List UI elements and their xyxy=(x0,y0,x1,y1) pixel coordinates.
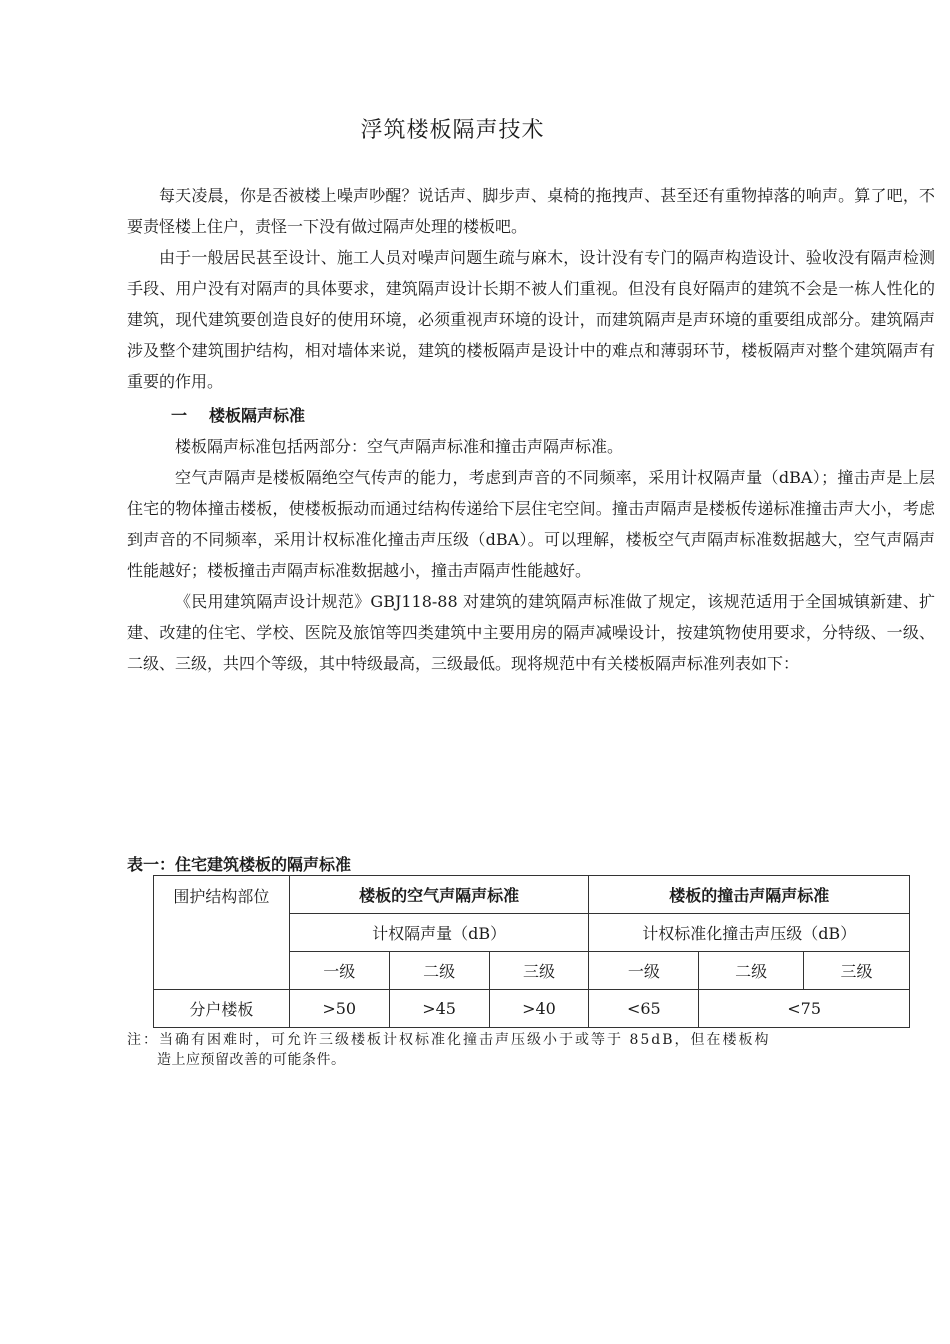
air-sound-header: 楼板的空气声隔声标准 xyxy=(289,876,589,914)
table-header-row xyxy=(154,876,910,914)
table-corner-cell: 围护结构部位 xyxy=(154,876,290,990)
table-note xyxy=(127,1030,937,1070)
paragraph-definitions: 空气声隔声是楼板隔绝空气传声的能力，考虑到声音的不同频率，采用计权隔声量（dBA）；撞击声是上层住宅的物体撞击楼板，使楼板振动而通过结构传递给下层住宅空间。撞击声隔声是楼板传递标准撞击声大小，考虑到声音的不同频率，采用计权标准化撞击声压级（dBA）。可以理解，楼板空气声隔声标准数据越大，空气声隔声性能越好；楼板撞击声隔声标准数据越小，撞击声隔声性能越好。 xyxy=(127,468,935,580)
note-line-2: 造上应预留改善的可能条件。 xyxy=(157,1052,346,1068)
air-value-cell: >40 xyxy=(489,990,589,1028)
paragraph-background: 由于一般居民甚至设计、施工人员对噪声问题生疏与麻木，设计没有专门的隔声构造设计、验收没有隔声检测手段、用户没有对隔声的具体要求，建筑隔声设计长期不被人们重视。但没有良好隔声的建筑不会是一栋人性化的建筑，现代建筑要创造良好的使用环境，必须重视声环境的设计，而建筑隔声是声环境的重要组成部分。建筑隔声涉及整个建筑围护结构，相对墙体来说，建筑的楼板隔声是设计中的难点和薄弱环节，楼板隔声对整个建筑隔声有重要的作用。 xyxy=(127,248,935,391)
impact-metric-cell: 计权标准化撞击声压级（dB） xyxy=(589,914,910,952)
body-text xyxy=(127,180,935,679)
note-line-1: 注：当确有困难时，可允许三级楼板计权标准化撞击声压级小于或等于 85dB，但在楼板构 xyxy=(127,1032,771,1048)
impact-value-cell: <65 xyxy=(589,990,699,1028)
grade-cell: 三级 xyxy=(804,952,910,990)
sound-insulation-table xyxy=(153,875,910,1028)
grade-cell: 一级 xyxy=(289,952,389,990)
grade-cell: 二级 xyxy=(699,952,804,990)
grade-cell: 三级 xyxy=(489,952,589,990)
paragraph-intro: 每天凌晨，你是否被楼上噪声吵醒？说话声、脚步声、桌椅的拖拽声、甚至还有重物掉落的响声。算了吧，不要责怪楼上住户，责怪一下没有做过隔声处理的楼板吧。 xyxy=(127,186,935,236)
impact-value-merged-cell: <75 xyxy=(699,990,910,1028)
impact-sound-header: 楼板的撞击声隔声标准 xyxy=(589,876,910,914)
grade-cell: 一级 xyxy=(589,952,699,990)
section-heading xyxy=(127,400,935,431)
air-metric-cell: 计权隔声量（dB） xyxy=(289,914,589,952)
section-heading-text: 楼板隔声标准 xyxy=(209,406,306,425)
table-row xyxy=(154,990,910,1028)
paragraph-code: 《民用建筑隔声设计规范》GBJ118-88 对建筑的建筑隔声标准做了规定，该规范适用于全国城镇新建、扩建、改建的住宅、学校、医院及旅馆等四类建筑中主要用房的隔声减噪设计，按建筑物使用要求，分特级、一级、二级、三级，共四个等级，其中特级最高，三级最低。现将规范中有关楼板隔声标准列表如下： xyxy=(127,592,935,673)
table-caption: 表一：住宅建筑楼板的隔声标准 xyxy=(127,855,352,874)
grade-cell: 二级 xyxy=(389,952,489,990)
document-title: 浮筑楼板隔声技术 xyxy=(360,118,545,143)
row-label-cell: 分户楼板 xyxy=(154,990,290,1028)
air-value-cell: >50 xyxy=(289,990,389,1028)
section-number: 一 xyxy=(171,406,188,425)
air-value-cell: >45 xyxy=(389,990,489,1028)
paragraph-standard-parts: 楼板隔声标准包括两部分：空气声隔声标准和撞击声隔声标准。 xyxy=(175,437,624,456)
